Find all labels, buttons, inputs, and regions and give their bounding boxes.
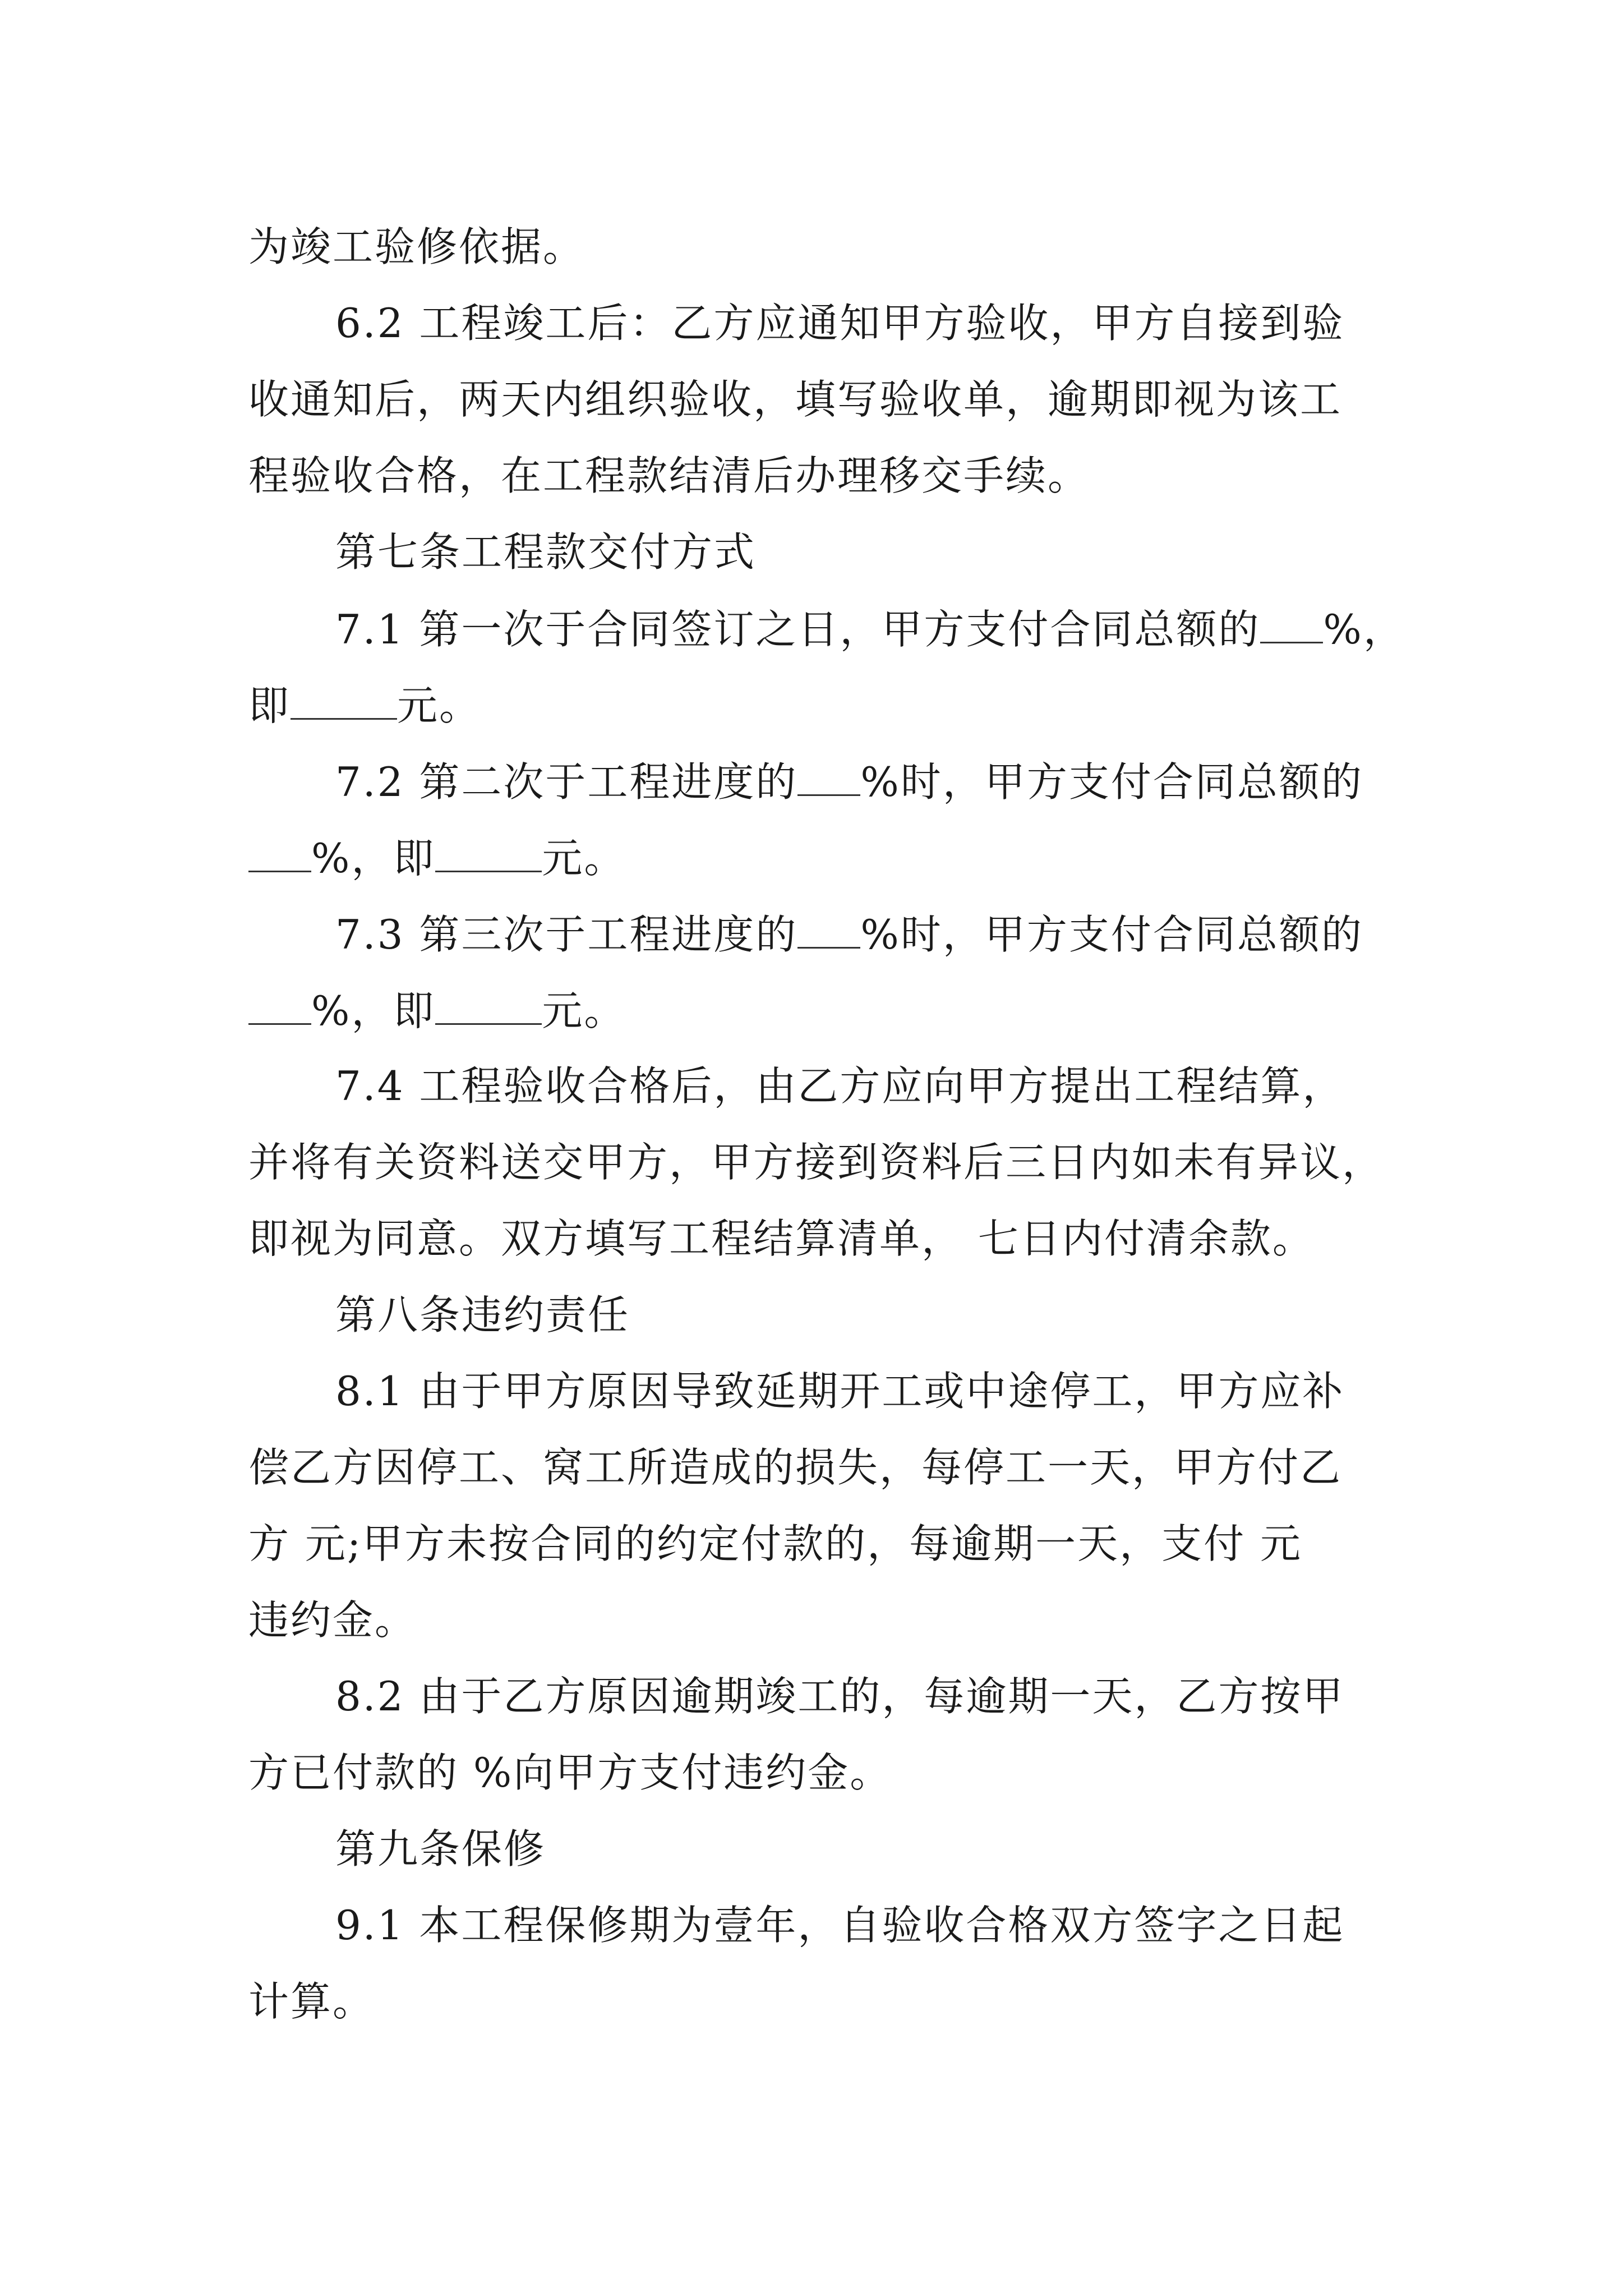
clause-7-4-line-3: 即视为同意。双方填写工程结算清单， 七日内付清余款。 — [248, 1215, 1315, 1262]
clause-7-1-text: 7.1 第一次于合同签订之日，甲方支付合同总额的 — [335, 606, 1261, 653]
clause-8-1-line-3: 方 元;甲方未按合同的约定付款的，每逾期一天，支付 元 — [248, 1520, 1303, 1567]
clause-7-3-text-2: %时，甲方支付合同总额的 — [860, 911, 1363, 958]
amount-blank — [435, 990, 542, 1025]
clause-6-2-line-3: 程验收合格，在工程款结清后办理移交手续。 — [248, 452, 1090, 499]
amount-suffix: 元。 — [542, 835, 626, 882]
clause-7-2-line-2 — [248, 835, 626, 882]
clause-7-2-line-1 — [335, 758, 1363, 806]
percent-text: %，即 — [311, 987, 436, 1034]
clause-7-1-line-1 — [335, 606, 1405, 653]
clause-8-2-line-2: 方已付款的 %向甲方支付违约金。 — [248, 1749, 892, 1796]
clause-7-3-line-2 — [248, 987, 626, 1034]
clause-9-1-line-1: 9.1 本工程保修期为壹年，自验收合格双方签字之日起 — [335, 1902, 1345, 1949]
clause-7-4-line-2: 并将有关资料送交甲方，甲方接到资料后三日内如未有异议， — [248, 1139, 1385, 1186]
clause-7-1-line-2 — [248, 682, 482, 729]
clause-7-2-text-2: %时，甲方支付合同总额的 — [860, 758, 1363, 806]
clause-9-1-line-2: 计算。 — [248, 1978, 375, 2025]
clause-7-3-text: 7.3 第三次于工程进度的 — [335, 911, 798, 958]
clause-7-2-text: 7.2 第二次于工程进度的 — [335, 758, 798, 806]
article-9-heading: 第九条保修 — [335, 1825, 546, 1872]
amount-suffix: 元。 — [542, 987, 626, 1034]
progress-blank — [797, 761, 860, 796]
percent-blank — [1260, 608, 1323, 643]
clause-8-2-line-1: 8.2 由于乙方原因逾期竣工的，每逾期一天，乙方按甲 — [335, 1673, 1345, 1720]
article-8-heading: 第八条违约责任 — [335, 1291, 630, 1338]
article-7-heading: 第七条工程款交付方式 — [335, 528, 757, 576]
clause-8-1-line-2: 偿乙方因停工、窝工所造成的损失，每停工一天，甲方付乙 — [248, 1444, 1343, 1491]
clause-6-2-line-1: 6.2 工程竣工后：乙方应通知甲方验收，甲方自接到验 — [335, 300, 1345, 347]
percent-blank — [248, 837, 311, 872]
amount-prefix: 即 — [248, 682, 291, 729]
clause-7-4-line-1: 7.4 工程验收合格后，由乙方应向甲方提出工程结算， — [335, 1062, 1345, 1110]
text-line: 为竣工验修依据。 — [248, 223, 585, 270]
amount-blank — [291, 684, 397, 720]
clause-7-3-line-1 — [335, 911, 1363, 958]
amount-suffix: 元。 — [397, 682, 482, 729]
amount-blank — [435, 837, 542, 872]
clause-6-2-line-2: 收通知后，两天内组织验收，填写验收单，逾期即视为该工 — [248, 376, 1343, 423]
clause-8-1-line-1: 8.1 由于甲方原因导致延期开工或中途停工，甲方应补 — [335, 1368, 1345, 1415]
percent-blank — [248, 990, 311, 1025]
progress-blank — [797, 913, 860, 949]
clause-8-1-line-4: 违约金。 — [248, 1596, 417, 1644]
percent-suffix: %， — [1323, 606, 1405, 653]
percent-text: %，即 — [311, 835, 436, 882]
